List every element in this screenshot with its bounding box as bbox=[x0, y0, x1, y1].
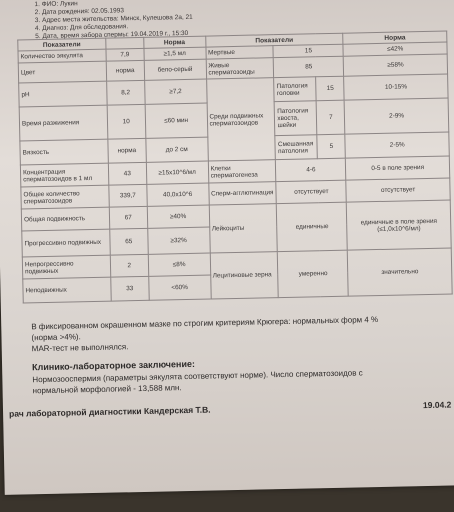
value-liquefaction-time: 10 bbox=[107, 104, 146, 139]
value-agglutination: отсутствует bbox=[276, 180, 346, 203]
value-color: норма bbox=[106, 60, 144, 81]
header-birthdate: 2. Дата рождения: 02.05.1993 bbox=[34, 7, 124, 17]
param-head-pathology: Патология головки bbox=[274, 77, 316, 102]
mar-test-text: MAR-тест не выполнялся. bbox=[31, 342, 129, 354]
header-diagnosis: 4. Диагноз: Для обследования. bbox=[34, 23, 129, 33]
value-dead: 15 bbox=[273, 44, 343, 57]
value-tail-pathology: 7 bbox=[317, 100, 346, 135]
param-volume: Количество эякулята bbox=[18, 49, 106, 63]
norm-leukocytes: единичные в поле зрения (≤1,0х10^6/мл) bbox=[347, 200, 452, 250]
value-head-pathology: 15 bbox=[316, 76, 344, 101]
norm-total-motility: ≥40% bbox=[147, 205, 209, 228]
norm-agglutination: отсутствует bbox=[346, 178, 450, 202]
value-ph: 8,2 bbox=[106, 80, 144, 105]
norm-liquefaction-time: ≤60 мин bbox=[145, 103, 208, 138]
col-header-value-left bbox=[106, 37, 144, 49]
norm-dead: ≤42% bbox=[343, 42, 447, 56]
header-name: 1. ФИО: Лукин bbox=[34, 0, 78, 9]
value-non-progressive: 2 bbox=[110, 254, 148, 277]
param-total-count: Общее количество сперматозоидов bbox=[21, 185, 109, 209]
col-header-parameter-left: Показатели bbox=[18, 38, 106, 51]
conclusion-line-2: нормальной морфологией - 13,588 млн. bbox=[32, 383, 182, 396]
kruger-text: В фиксированном окрашенном мазке по строгим критериям Крюгера: нормальных форм 4 % bbox=[31, 315, 379, 332]
conclusion-line-1: Нормозооспермия (параметры эякулята соответствуют норме). Число сперматозоидов с bbox=[32, 368, 363, 385]
param-spermatogenesis-cells: Клетки сперматогенеза bbox=[208, 160, 276, 183]
param-immotile: Неподвижных bbox=[23, 277, 111, 303]
param-dead: Мертвые bbox=[205, 46, 273, 59]
value-alive: 85 bbox=[274, 56, 344, 77]
norm-mixed-pathology: 2-5% bbox=[345, 132, 449, 158]
norm-non-progressive: ≤8% bbox=[148, 253, 210, 276]
param-alive: Живые сперматозоиды bbox=[206, 58, 274, 79]
param-non-progressive: Непрогрессивно подвижных bbox=[22, 255, 110, 279]
value-total-count: 339,7 bbox=[109, 184, 147, 207]
norm-progressive: ≥32% bbox=[147, 227, 209, 254]
header-sample-datetime: 5. Дата, время забора спермы: 19.04.2019 г., 15:30 bbox=[35, 29, 189, 41]
sredi-podvizhnykh-label: Среди подвижных сперматозоидов bbox=[206, 78, 276, 161]
value-immotile: 33 bbox=[111, 276, 149, 301]
norm-ph: ≥7,2 bbox=[144, 79, 206, 104]
param-lecithin: Лецитиновые зерна bbox=[210, 252, 279, 299]
value-spermatogenesis-cells: 4-6 bbox=[276, 158, 346, 181]
doctor-signature-line: рач лабораторной диагностики Кандерская Т.В. bbox=[8, 404, 211, 419]
spermogram-table bbox=[17, 31, 452, 304]
value-lecithin: умеренно bbox=[278, 250, 349, 297]
param-color: Цвет bbox=[18, 61, 106, 83]
col-header-norm-left: Норма bbox=[143, 36, 205, 48]
norm-lecithin: значительно bbox=[348, 248, 453, 296]
norm-color: бело-серый bbox=[144, 59, 206, 80]
report-date: 19.04.2 bbox=[422, 399, 452, 411]
param-concentration: Концентрация сперматозоидов в 1 мл bbox=[20, 163, 108, 187]
col-header-norm-right: Норма bbox=[343, 31, 447, 44]
norm-tail-pathology: 2-9% bbox=[344, 98, 448, 134]
norm-total-count: 40,0х10^6 bbox=[147, 183, 209, 206]
value-total-motility: 67 bbox=[109, 206, 147, 229]
param-liquefaction-time: Время разжижения bbox=[19, 105, 107, 141]
kruger-norm-text: (норма >4%). bbox=[31, 332, 81, 343]
value-leukocytes: единичные bbox=[277, 202, 348, 251]
norm-head-pathology: 10-15% bbox=[344, 74, 448, 100]
header-address: 3. Адрес места жительства: Минск, Кулешова 2а, 21 bbox=[34, 13, 193, 25]
param-tail-pathology: Патология хвоста, шейки bbox=[275, 101, 318, 136]
param-ph: pH bbox=[19, 81, 107, 107]
value-concentration: 43 bbox=[108, 162, 146, 185]
conclusion-title: Клинико-лабораторное заключение: bbox=[32, 358, 196, 373]
value-progressive: 65 bbox=[110, 228, 148, 255]
value-mixed-pathology: 5 bbox=[317, 134, 345, 159]
norm-concentration: ≥15х10^6/мл bbox=[146, 161, 208, 184]
param-total-motility: Общая подвижность bbox=[21, 207, 109, 231]
norm-volume: ≥1,5 мл bbox=[144, 47, 206, 60]
param-mixed-pathology: Смешанная патология bbox=[275, 135, 317, 160]
norm-viscosity: до 2 см bbox=[146, 137, 208, 162]
param-agglutination: Сперм-агглютинация bbox=[208, 182, 276, 205]
param-viscosity: Вязкость bbox=[20, 139, 108, 165]
norm-spermatogenesis-cells: 0-5 в поле зрения bbox=[346, 156, 450, 180]
col-header-parameter-right: Показатели bbox=[205, 33, 343, 47]
norm-immotile: <60% bbox=[148, 275, 210, 300]
value-volume: 7,9 bbox=[106, 48, 144, 61]
value-viscosity: норма bbox=[108, 138, 146, 163]
norm-alive: ≥58% bbox=[344, 54, 448, 76]
param-progressive: Прогрессивно подвижных bbox=[22, 229, 110, 257]
param-leukocytes: Лейкоциты bbox=[209, 204, 278, 253]
